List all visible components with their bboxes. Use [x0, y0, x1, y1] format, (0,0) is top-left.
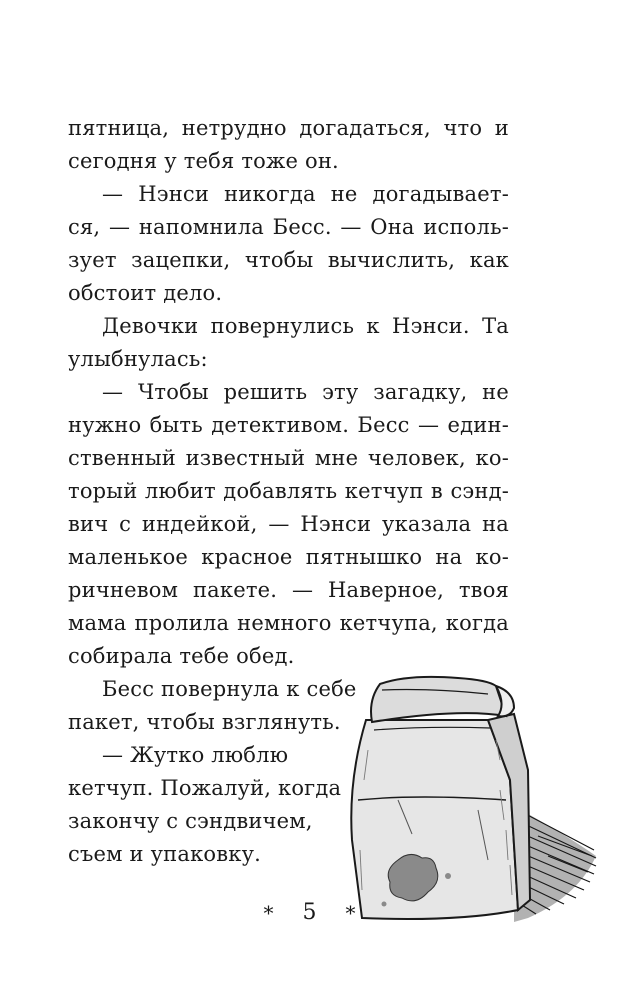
- text-line: собирала тебе обед.: [68, 644, 295, 668]
- text-line: кетчуп. Пожалуй, когда: [68, 776, 342, 800]
- text-line: улыбнулась:: [68, 347, 208, 371]
- text-line: съем и упаковку.: [68, 842, 262, 866]
- text-line: — Нэнси никогда не догадывает-: [102, 182, 509, 206]
- star-ornament-left: *: [263, 901, 274, 925]
- text-line: Девочки повернулись к Нэнси. Та: [102, 314, 509, 338]
- text-line: нужно быть детективом. Бесс — един-: [68, 413, 509, 437]
- text-line: вич с индейкой, — Нэнси указала на: [68, 512, 509, 536]
- page-number: 5: [302, 900, 317, 925]
- star-ornament-right: *: [345, 901, 356, 925]
- text-line: — Чтобы решить эту загадку, не: [102, 380, 509, 404]
- page-footer: [0, 900, 619, 925]
- text-line: зует зацепки, чтобы вычислить, как: [68, 248, 509, 272]
- paper-lunch-bag-icon: [338, 660, 600, 935]
- text-line: маленькое красное пятнышко на ко-: [68, 545, 509, 569]
- text-line: ственный известный мне человек, ко-: [68, 446, 509, 470]
- text-line: Бесс повернула к себе: [102, 677, 357, 701]
- text-line: сегодня у тебя тоже он.: [68, 149, 339, 173]
- text-line: ричневом пакете. — Наверное, твоя: [68, 578, 509, 602]
- text-line: пакет, чтобы взглянуть.: [68, 710, 341, 734]
- text-line: ся, — напомнила Бесс. — Она исполь-: [68, 215, 509, 239]
- text-line: мама пролила немного кетчупа, когда: [68, 611, 509, 635]
- text-line: пятница, нетрудно догадаться, что и: [68, 116, 509, 140]
- text-line: обстоит дело.: [68, 281, 223, 305]
- text-line: — Жутко люблю: [102, 743, 289, 767]
- text-line: торый любит добавлять кетчуп в сэнд-: [68, 479, 509, 503]
- text-line: закончу с сэндвичем,: [68, 809, 313, 833]
